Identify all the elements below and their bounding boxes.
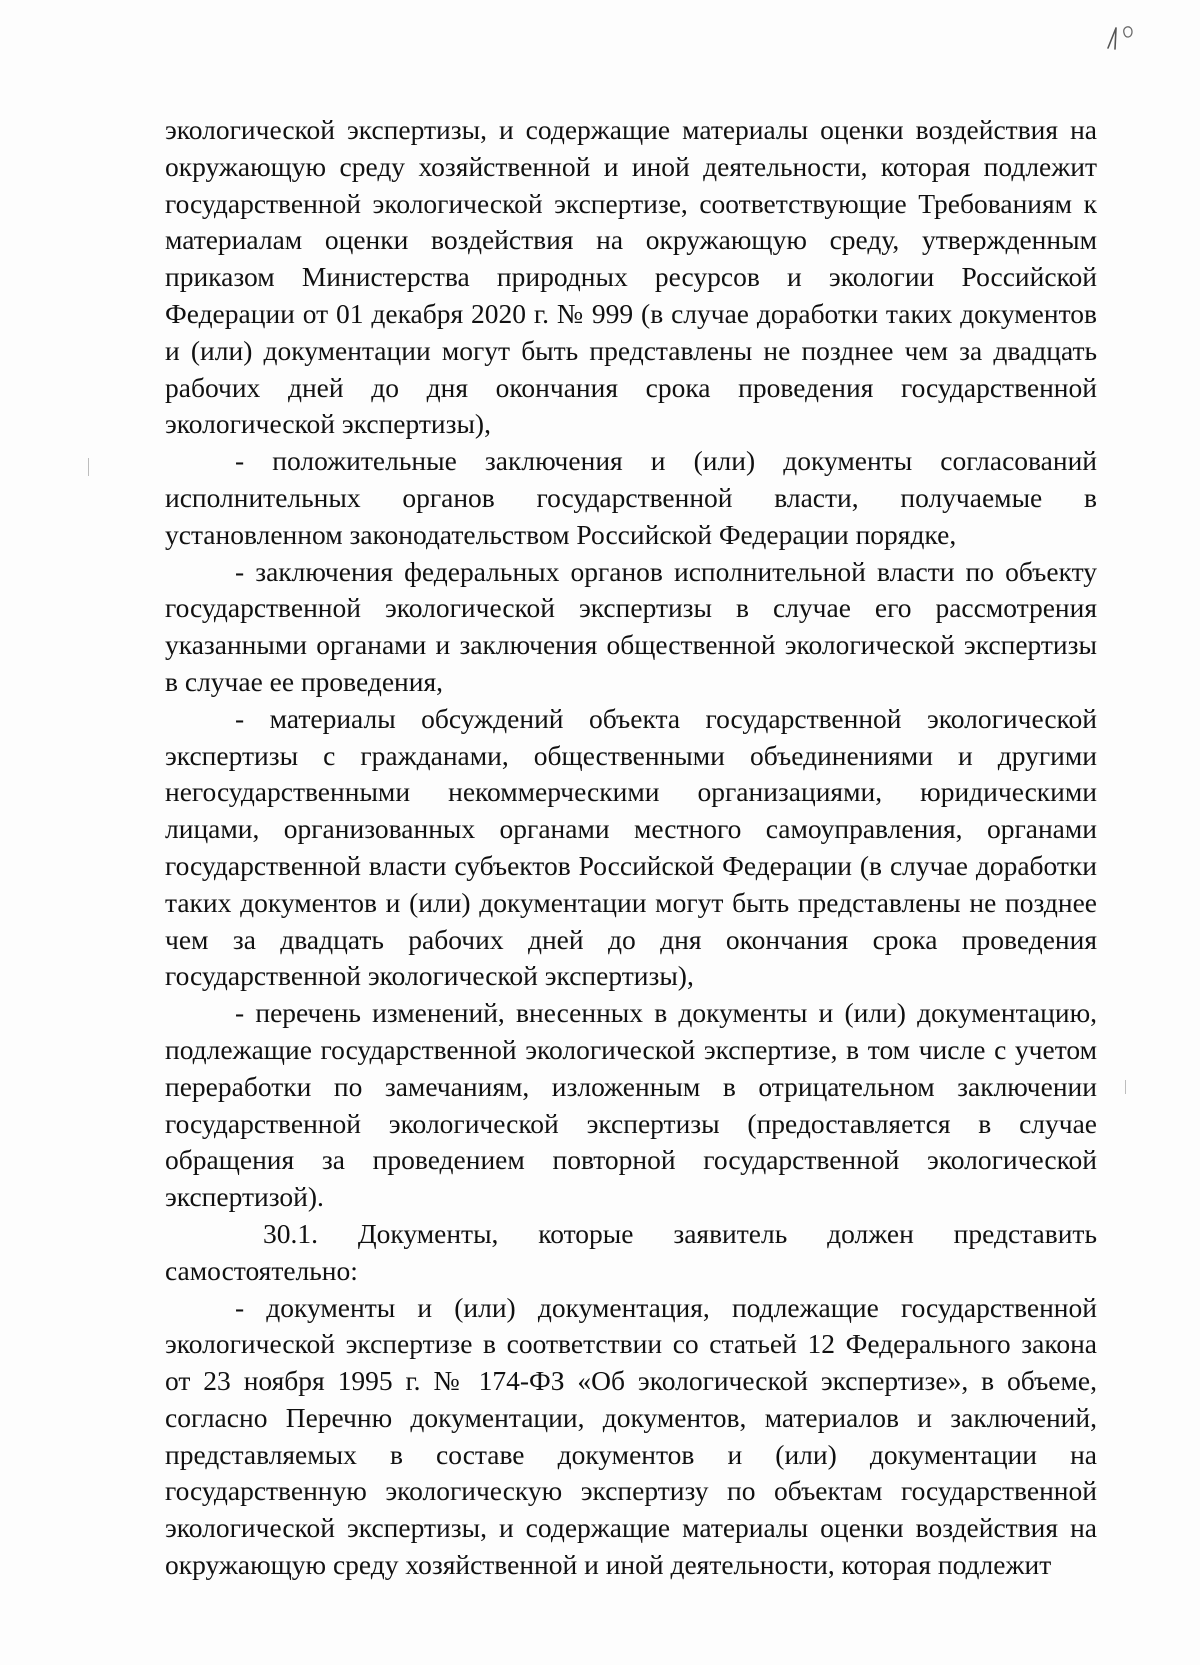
- handwritten-page-number: [1102, 18, 1148, 58]
- paragraph-documents-list: - документы и (или) документация, подлежащие государственной экологической экспертизе в соответствии со статьей 12 Федерального закона от 23 ноября 1995 г. № 174-ФЗ «Об экологической экспертизе», в объеме, согласно Перечню документации, документов, материалов и заключений, представляемых в составе документов и (или) документации на государственную экологическую экспертизу по объектам государственной экологической экспертизы, и содержащие материалы оценки воздействия на окружающую среду хозяйственной и иной деятельности, которая подлежит: [165, 1291, 1097, 1581]
- paragraph-discussion-materials: - материалы обсуждений объекта государственной экологической экспертизы с гражданами, общественными объединениями и другими негосударственными некоммерческими организациями, юридическими лицами, организованных органами местного самоуправления, органами государственной власти субъектов Российской Федерации (в случае доработки таких документов и (или) документации могут быть представлены не позднее чем за двадцать рабочих дней до дня окончания срока проведения государственной экологической экспертизы),: [165, 702, 1097, 992]
- handwritten-page-number-mark: [1102, 18, 1148, 58]
- document-body: [165, 112, 1097, 1584]
- paragraph-list-of-changes: - перечень изменений, внесенных в документы и (или) документацию, подлежащие государственной экологической экспертизе, в том числе с учетом переработки по замечаниям, изложенным в отрицательном заключении государственной экологической экспертизы (предоставляется в случае обращения за проведением повторной государственной экологической экспертизой).: [165, 997, 1097, 1213]
- paragraph-continuation: экологической экспертизы, и содержащие материалы оценки воздействия на окружающую среду хозяйственной и иной деятельности, которая подлежит государственной экологической экспертизе, соответствующие Требованиям к материалам оценки воздействия на окружающую среду, утвержденным приказом Министерства природных ресурсов и экологии Российской Федерации от 01 декабря 2020 г. № 999 (в случае доработки таких документов и (или) документации могут быть представлены не позднее чем за двадцать рабочих дней до дня окончания срока проведения государственной экологической экспертизы),: [165, 114, 1097, 440]
- scan-artifact-right: [1125, 1080, 1126, 1094]
- paragraph-section-30-1: 30.1. Документы, которые заявитель должен представить самостоятельно:: [165, 1217, 1097, 1286]
- paragraph-federal-conclusions: - заключения федеральных органов исполнительной власти по объекту государственной экологической экспертизы в случае его рассмотрения указанными органами и заключения общественной экологической экспертизы в случае ее проведения,: [165, 555, 1097, 697]
- paragraph-positive-conclusions: - положительные заключения и (или) документы согласований исполнительных органов государственной власти, получаемые в установленном законодательством Российской Федерации порядке,: [165, 445, 1097, 550]
- scan-artifact-left: [88, 458, 89, 476]
